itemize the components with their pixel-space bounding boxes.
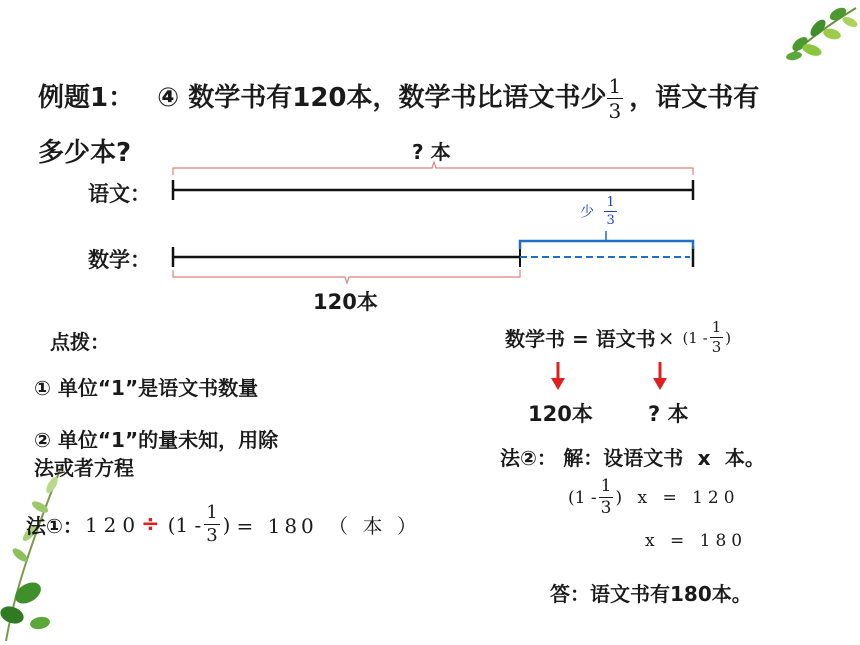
formula-under-1: 120本 bbox=[528, 402, 593, 426]
hint-item-1: ① 单位“1”是语文书数量 bbox=[34, 376, 259, 400]
circled-number: ④ bbox=[157, 83, 180, 113]
eq1-paren-open: (1 - bbox=[568, 487, 597, 508]
eq1-numerator: 1 bbox=[600, 476, 612, 496]
method1-divide-sign: ÷ bbox=[141, 512, 160, 537]
method1-paren-close: ) bbox=[222, 512, 231, 537]
problem-text-b: ，语文书有 bbox=[629, 83, 760, 113]
eq1-denominator: 3 bbox=[600, 498, 612, 518]
formula-fraction bbox=[710, 320, 724, 355]
chinese-label: 语文： bbox=[88, 182, 151, 206]
method1-120: 120 bbox=[84, 512, 142, 537]
less-denominator: 3 bbox=[606, 213, 615, 228]
problem-text-a: 数学书有120本，数学书比语文书少 bbox=[188, 83, 607, 113]
method2-equation-2: x = 180 bbox=[645, 531, 748, 551]
method1-line bbox=[26, 504, 421, 545]
method1-fraction bbox=[204, 504, 219, 545]
arrow-1 bbox=[548, 360, 568, 392]
segment-diagram bbox=[160, 155, 710, 295]
eq1-fraction bbox=[599, 478, 614, 517]
method2-label: 法②： bbox=[500, 446, 557, 470]
formula-lhs: 数学书 = 语文书 bbox=[505, 327, 656, 351]
formula-numerator: 1 bbox=[711, 318, 722, 336]
formula-under-2: ? 本 bbox=[648, 402, 689, 426]
example-label: 例题1： bbox=[38, 83, 135, 113]
top-label: ? 本 bbox=[412, 140, 451, 164]
hint-item-2a: ② 单位“1”的量未知，用除 bbox=[34, 428, 279, 452]
less-label bbox=[580, 196, 617, 227]
formula-paren-close: ) bbox=[725, 328, 732, 347]
less-text: 少 bbox=[580, 204, 594, 221]
arrow-2 bbox=[650, 360, 670, 392]
bottom-label: 120本 bbox=[313, 290, 378, 314]
formula-line bbox=[505, 320, 731, 355]
method2-line bbox=[500, 442, 765, 471]
method2-text: 解：设语文书 bbox=[563, 446, 684, 470]
method1-paren-open: (1 - bbox=[167, 512, 202, 537]
problem-statement-line1 bbox=[38, 76, 759, 121]
method2-var: x bbox=[697, 446, 711, 470]
less-numerator: 1 bbox=[606, 195, 615, 210]
hints-title: 点拨： bbox=[50, 330, 110, 354]
less-fraction bbox=[604, 196, 616, 227]
leaf-decoration-bottom-left bbox=[0, 455, 80, 645]
method1-label: 法①： bbox=[26, 514, 83, 538]
fraction-numerator: 1 bbox=[608, 74, 622, 98]
method2-equation-1 bbox=[568, 478, 740, 517]
problem-statement-line2: 多少本? bbox=[38, 138, 132, 168]
bottom-brace bbox=[173, 270, 520, 283]
method1-numerator: 1 bbox=[206, 502, 218, 523]
formula-times: × bbox=[657, 325, 675, 350]
fraction-denominator: 3 bbox=[608, 99, 622, 123]
method1-denominator: 3 bbox=[206, 525, 218, 546]
formula-paren-open: (1 - bbox=[682, 328, 708, 347]
answer: 答：语文书有180本。 bbox=[550, 582, 752, 606]
method2-unit: 本。 bbox=[724, 446, 765, 470]
problem-fraction bbox=[607, 76, 624, 121]
formula-denominator: 3 bbox=[711, 338, 722, 356]
hint-item-2b: 法或者方程 bbox=[34, 456, 134, 480]
leaf-decoration-top-right bbox=[778, 0, 860, 64]
method1-result: = 180 （ 本 ） bbox=[236, 514, 421, 538]
math-label: 数学： bbox=[88, 248, 151, 272]
eq1-rest: ) x = 120 bbox=[615, 487, 740, 508]
less-bracket bbox=[520, 241, 693, 249]
